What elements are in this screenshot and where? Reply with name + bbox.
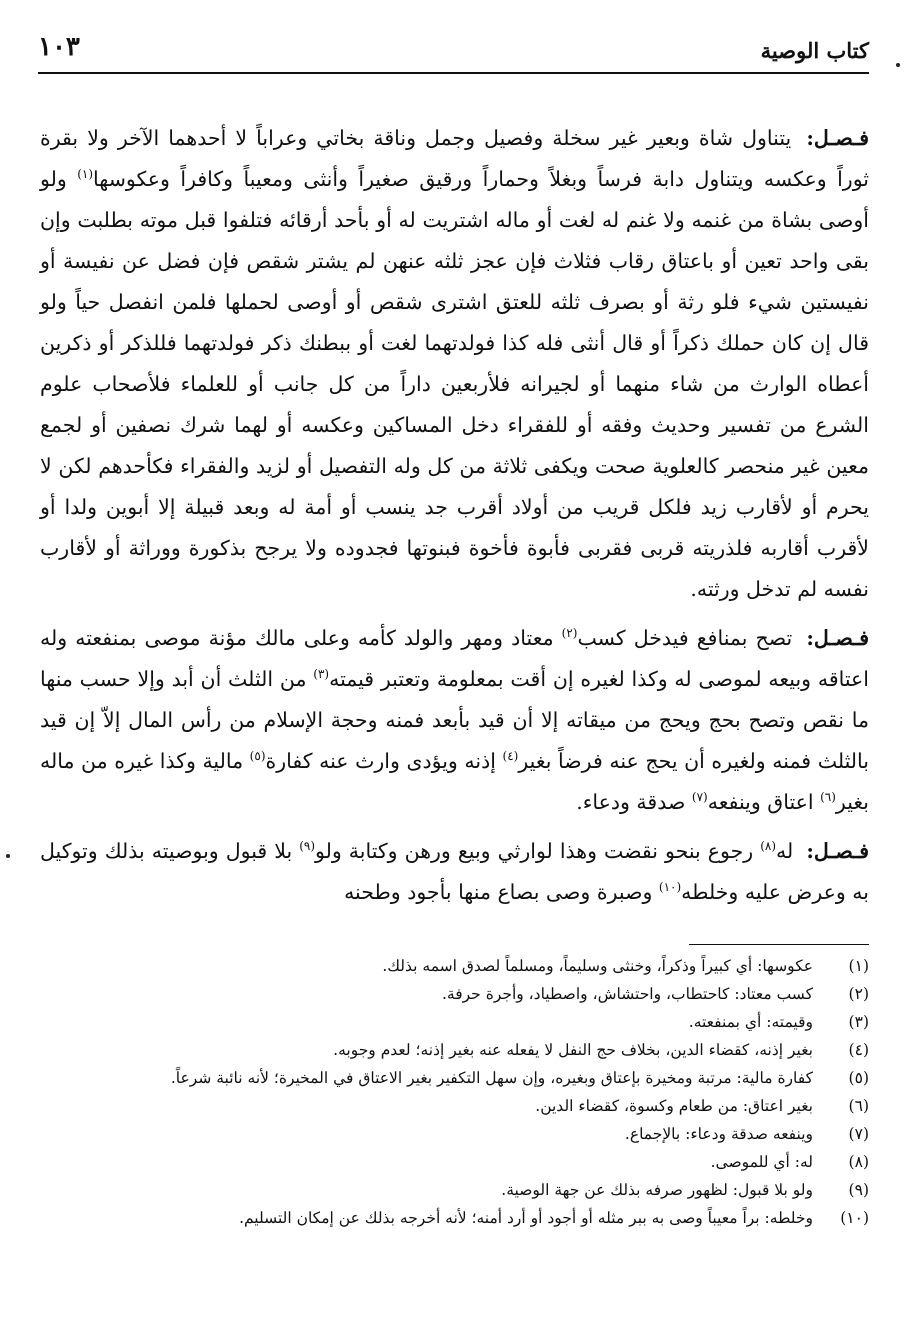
page-header <box>38 32 869 74</box>
footnote-text: وخلطه: براً معيباً وصى به ببر مثله أو أجود أو أرد أمنه؛ لأنه أخرجه بذلك عن إمكان التسليم. <box>239 1209 813 1227</box>
margin-dot <box>896 63 900 67</box>
footnote-text: عكوسها: أي كبيراً وذكراً، وخنثى وسليماً، ومسلماً لصدق اسمه بذلك. <box>382 957 813 975</box>
footnote-number: (٤) <box>848 1041 869 1059</box>
margin-dot <box>6 854 10 858</box>
footnote-reference[interactable]: (٧) <box>691 790 708 805</box>
footnote-reference[interactable]: (١) <box>77 167 94 182</box>
text-segment: معتاد ومهر والولد كأمه وعلى مالك مؤنة موصى بمنفعته وله اعتاقه وبيعه لموصى له وكذا لغيره إن أقت بمعلومة وتعتبر قيمته <box>40 626 869 691</box>
footnote-number: (٣) <box>848 1013 869 1031</box>
footnote-item <box>40 980 869 1008</box>
footnote-item <box>40 1120 869 1148</box>
text-segment: تصح بمنافع فيدخل كسب <box>577 626 801 650</box>
text-segment: يتناول شاة وبعير غير سخلة وفصيل وجمل وناقة بخاتي وعراباً لا أحدهما الآخر ولا بقرة ثوراً وعكسه ويتناول دابة فرساً وبغلاً وحماراً ورقيق صغيراً وأنثى ومعيباً وكافراً وعكوسها <box>40 126 869 191</box>
footnote-reference[interactable]: (٨) <box>760 839 777 854</box>
footnote-reference[interactable]: (٥) <box>249 749 266 764</box>
footnote-number: (٧) <box>848 1125 869 1143</box>
footnote-number: (٨) <box>848 1153 869 1171</box>
body-paragraph <box>40 618 869 823</box>
text-segment: رجوع بنحو نقضت وهذا لوارثي وبيع ورهن وكتابة ولو <box>315 839 761 863</box>
footnote-reference[interactable]: (٤) <box>502 749 519 764</box>
text-segment: وصبرة وصى بصاع منها بأجود وطحنه <box>344 880 659 904</box>
footnote-text: كسب معتاد: كاحتطاب، واحتشاش، واصطياد، وأجرة حرفة. <box>441 985 813 1003</box>
footnote-text: بغير اعتاق: من طعام وكسوة، كقضاء الدين. <box>535 1097 813 1115</box>
body-paragraph <box>40 118 869 610</box>
footnote-number: (٦) <box>848 1097 869 1115</box>
footnote-reference[interactable]: (٣) <box>313 667 330 682</box>
footnote-item <box>40 952 869 980</box>
footnotes-list <box>40 952 869 1232</box>
text-segment: إذنه ويؤدى وارث عنه كفارة <box>265 749 503 773</box>
body-paragraph <box>40 831 869 913</box>
footnote-item <box>40 1148 869 1176</box>
footnote-item <box>40 1064 869 1092</box>
text-segment: من الثلث أن أبد وإلا حسب منها ما نقص وتصح بحج ويحج من ميقاته إلا أن قيد بأبعد فمنه وحجة الإسلام من رأس المال إلاّ إن قيد بالثلث فمنه ولغيره أن يحج عنه فرضاً بغير <box>40 667 869 773</box>
footnote-item <box>40 1204 869 1232</box>
footnote-separator <box>689 944 869 945</box>
text-segment: ولو أوصى بشاة من غنمه ولا غنم له لغت أو ماله اشتريت له أو بأحد أرقائه فتلفوا قبل موته بطلبت وإن بقى واحد تعين أو باعتاق رقاب فثلاث فإن عجز ثلثه عنهن لم يشتر شقص فإن فضل عن نفيسة أو نفيستين شيء فلو رثة أو بصرف ثلثه للعتق اشترى شقص أو أوصى لحملها فلمن انفصل حياً ولو قال إن كان حملك ذكراً أو قال أنثى فله كذا فولدتهما لغت أو ببطنك ذكر فولدتهما فللذكر أو ذكرين أعطاه الوارث من شاء منهما أو لجيرانه فلأربعين داراً من كل جانب أو للعلماء فلأصحاب علوم الشرع من تفسير وحديث وفقه أو للفقراء دخل المساكين وعكسه أو لهما شرك نصفين أو لجمع معين غير منحصر كالعلوية صحت ويكفى ثلاثة من كل وله التفصيل أو لزيد والفقراء فكأحدهم لكن لا يحرم أو لأقارب زيد فلكل قريب من أولاد أقرب جد ينسب أو أمة له وبعد قبيلة إلا أبوين ولدا أو لأقرب أقاربه فلذريته قربى فقربى فأبوة فأخوة فبنوتها فجدوده ولا يرجح بذكورة ووراثة أو لأقارب نفسه لم تدخل ورثته. <box>40 167 869 601</box>
footnote-reference[interactable]: (١٠) <box>658 880 682 895</box>
footnote-reference[interactable]: (٩) <box>299 839 316 854</box>
page-number: ١٠٣ <box>38 32 80 62</box>
footnote-number: (١٠) <box>840 1209 869 1227</box>
footnote-text: له: أي للموصى. <box>710 1153 813 1171</box>
text-segment: له <box>776 839 801 863</box>
text-segment: اعتاق وينفعه <box>707 790 821 814</box>
section-heading: فـصـل: <box>806 839 869 863</box>
main-text <box>40 118 869 921</box>
footnote-number: (٥) <box>848 1069 869 1087</box>
section-heading: فـصـل: <box>806 126 869 150</box>
footnote-item <box>40 1008 869 1036</box>
footnote-reference[interactable]: (٦) <box>820 790 836 805</box>
footnote-item <box>40 1036 869 1064</box>
footnote-item <box>40 1092 869 1120</box>
footnote-number: (٩) <box>848 1181 869 1199</box>
text-segment: بلا قبول وبوصيته بذلك وتوكيل به وعرض عليه وخلطه <box>40 839 869 904</box>
footnote-reference[interactable]: (٢) <box>561 626 578 641</box>
footnote-text: ولو بلا قبول: لظهور صرفه بذلك عن جهة الوصية. <box>501 1181 813 1199</box>
footnote-text: كفارة مالية: مرتبة ومخيرة بإعتاق وبغيره، وإن سهل التكفير بغير الاعتاق في المخيرة؛ لأنه نائبة شرعاً. <box>170 1069 813 1087</box>
section-heading: فـصـل: <box>806 626 869 650</box>
footnote-number: (٢) <box>848 985 869 1003</box>
footnote-text: وقيمته: أي بمنفعته. <box>688 1013 813 1031</box>
footnote-number: (١) <box>848 957 869 975</box>
footnote-text: وينفعه صدقة ودعاء: بالإجماع. <box>624 1125 813 1143</box>
footnote-item <box>40 1176 869 1204</box>
footnote-text: بغير إذنه، كقضاء الدين، بخلاف حج النفل لا يفعله عنه بغير إذنه؛ لعدم وجوبه. <box>333 1041 813 1059</box>
text-segment: صدقة ودعاء. <box>576 790 692 814</box>
text-segment: مالية وكذا غيره من ماله بغير <box>40 749 869 814</box>
running-title: كتاب الوصية <box>760 38 869 63</box>
